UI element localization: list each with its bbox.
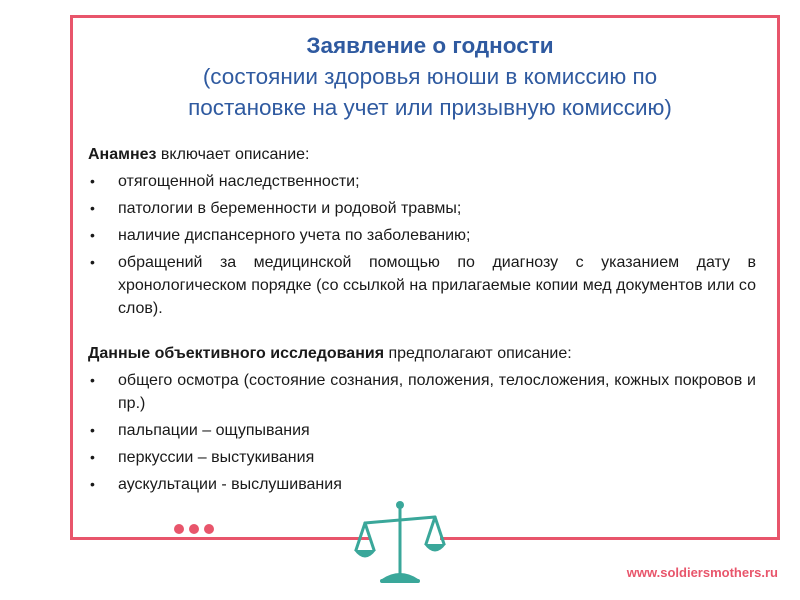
frame-bottom-border-left (70, 537, 370, 540)
dot-icon (189, 524, 199, 534)
slide-title (85, 30, 775, 123)
dot-icon (204, 524, 214, 534)
section-objective-heading-bold: Данные объективного исследования (88, 345, 385, 362)
section-anamnesis-heading (88, 143, 756, 166)
list-item: • наличие диспансерного учета по заболеванию; (88, 224, 756, 247)
three-dots-icon (174, 521, 219, 539)
list-item: • патологии в беременности и родовой травмы; (88, 197, 756, 220)
list-item: • аускультации - выслушивания (88, 473, 756, 496)
section-anamnesis-heading-rest: включает описание: (156, 146, 310, 163)
list-item: • обращений за медицинской помощью по диагнозу с указанием дату в хронологическом порядке (со ссылкой на прилагаемые копии мед документов или со слов). (88, 251, 756, 320)
section-objective-heading-rest: предполагают описание: (384, 345, 572, 362)
scales-icon (350, 495, 450, 590)
frame-left-border (70, 15, 73, 540)
title-line-1: Заявление о годности (306, 33, 554, 58)
frame-top-border (70, 15, 780, 18)
section-spacer (88, 320, 756, 342)
frame-right-border (777, 15, 780, 540)
section-objective-heading (88, 342, 756, 365)
slide-content (88, 143, 756, 496)
section-objective-list (88, 369, 756, 496)
title-line-3: постановке на учет или призывную комиссию) (188, 95, 672, 120)
list-item: • перкуссии – выстукивания (88, 446, 756, 469)
list-item: • пальпации – ощупывания (88, 419, 756, 442)
frame-bottom-border-right (440, 537, 780, 540)
footer-url: www.soldiersmothers.ru (626, 565, 778, 580)
dot-icon (174, 524, 184, 534)
section-anamnesis-heading-bold: Анамнез (88, 146, 157, 163)
list-item: • общего осмотра (состояние сознания, положения, телосложения, кожных покровов и пр.) (88, 369, 756, 415)
list-item: • отягощенной наследственности; (88, 170, 756, 193)
section-anamnesis-list (88, 170, 756, 320)
title-line-2: (состоянии здоровья юноши в комиссию по (202, 64, 658, 89)
